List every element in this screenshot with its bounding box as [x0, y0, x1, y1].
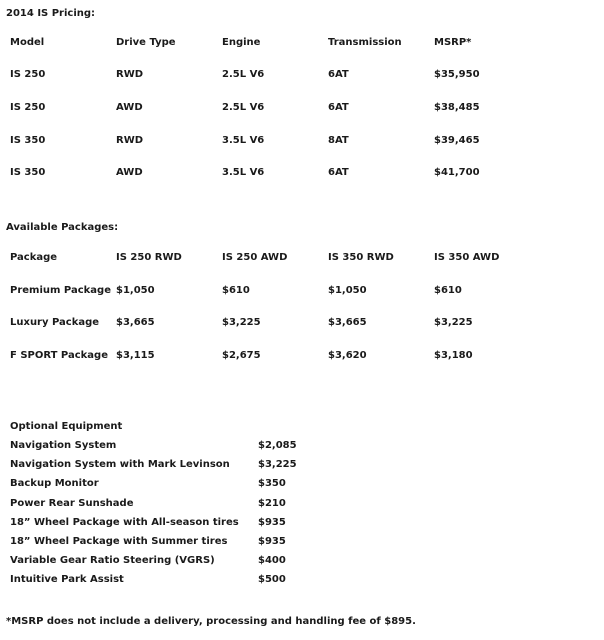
packages-header-is350-rwd: IS 350 RWD	[328, 252, 394, 263]
option-name: Variable Gear Ratio Steering (VGRS)	[10, 555, 215, 566]
pricing-transmission: 8AT	[328, 135, 349, 146]
option-name: Intuitive Park Assist	[10, 574, 124, 585]
table-row	[0, 555, 604, 567]
pricing-engine: 2.5L V6	[222, 102, 265, 113]
table-row	[0, 574, 604, 586]
option-name: Navigation System with Mark Levinson	[10, 459, 230, 470]
package-price: $3,620	[328, 350, 367, 361]
package-price: $3,225	[434, 317, 473, 328]
option-price: $500	[258, 574, 286, 585]
pricing-header-msrp: MSRP*	[434, 37, 472, 48]
pricing-engine: 3.5L V6	[222, 167, 265, 178]
table-row	[0, 536, 604, 548]
option-name: 18” Wheel Package with Summer tires	[10, 536, 228, 547]
option-name: Navigation System	[10, 440, 117, 451]
pricing-header-drive-type: Drive Type	[116, 37, 176, 48]
packages-header-is250-awd: IS 250 AWD	[222, 252, 288, 263]
table-row	[0, 350, 604, 362]
msrp-footnote: *MSRP does not include a delivery, processing and handling fee of $895.	[6, 616, 416, 627]
packages-title: Available Packages:	[6, 222, 119, 233]
option-price: $400	[258, 555, 286, 566]
table-row	[0, 517, 604, 529]
table-row	[0, 102, 604, 114]
option-name: 18” Wheel Package with All-season tires	[10, 517, 239, 528]
option-price: $2,085	[258, 440, 297, 451]
table-row	[0, 459, 604, 471]
package-price: $3,115	[116, 350, 155, 361]
pricing-msrp: $39,465	[434, 135, 480, 146]
pricing-drive-type: AWD	[116, 167, 143, 178]
table-row	[0, 285, 604, 297]
packages-header-package: Package	[10, 252, 58, 263]
pricing-model: IS 350	[10, 135, 46, 146]
pricing-title: 2014 IS Pricing:	[6, 8, 96, 19]
pricing-transmission: 6AT	[328, 69, 349, 80]
pricing-transmission: 6AT	[328, 167, 349, 178]
package-name: Premium Package	[10, 285, 111, 296]
package-name: F SPORT Package	[10, 350, 108, 361]
table-row	[0, 478, 604, 490]
pricing-header-engine: Engine	[222, 37, 261, 48]
table-row	[0, 135, 604, 147]
package-price: $3,665	[116, 317, 155, 328]
option-price: $210	[258, 498, 286, 509]
table-row	[0, 69, 604, 81]
package-price: $1,050	[328, 285, 367, 296]
package-name: Luxury Package	[10, 317, 100, 328]
package-price: $610	[434, 285, 462, 296]
packages-header-row	[0, 252, 604, 264]
pricing-header-model: Model	[10, 37, 45, 48]
packages-header-is350-awd: IS 350 AWD	[434, 252, 500, 263]
package-price: $2,675	[222, 350, 261, 361]
option-price: $3,225	[258, 459, 297, 470]
table-row	[0, 317, 604, 329]
option-name: Power Rear Sunshade	[10, 498, 134, 509]
packages-header-is250-rwd: IS 250 RWD	[116, 252, 182, 263]
option-price: $350	[258, 478, 286, 489]
pricing-msrp: $41,700	[434, 167, 480, 178]
options-title: Optional Equipment	[10, 421, 123, 432]
pricing-msrp: $35,950	[434, 69, 480, 80]
pricing-header-row	[0, 37, 604, 49]
pricing-transmission: 6AT	[328, 102, 349, 113]
pricing-drive-type: AWD	[116, 102, 143, 113]
pricing-model: IS 250	[10, 69, 46, 80]
pricing-header-transmission: Transmission	[328, 37, 402, 48]
table-row	[0, 498, 604, 510]
table-row	[0, 440, 604, 452]
package-price: $3,225	[222, 317, 261, 328]
pricing-model: IS 250	[10, 102, 46, 113]
package-price: $3,180	[434, 350, 473, 361]
option-name: Backup Monitor	[10, 478, 99, 489]
pricing-msrp: $38,485	[434, 102, 480, 113]
pricing-model: IS 350	[10, 167, 46, 178]
package-price: $3,665	[328, 317, 367, 328]
table-row	[0, 167, 604, 179]
pricing-engine: 3.5L V6	[222, 135, 265, 146]
pricing-drive-type: RWD	[116, 69, 144, 80]
package-price: $610	[222, 285, 250, 296]
option-price: $935	[258, 536, 286, 547]
option-price: $935	[258, 517, 286, 528]
package-price: $1,050	[116, 285, 155, 296]
pricing-drive-type: RWD	[116, 135, 144, 146]
pricing-engine: 2.5L V6	[222, 69, 265, 80]
